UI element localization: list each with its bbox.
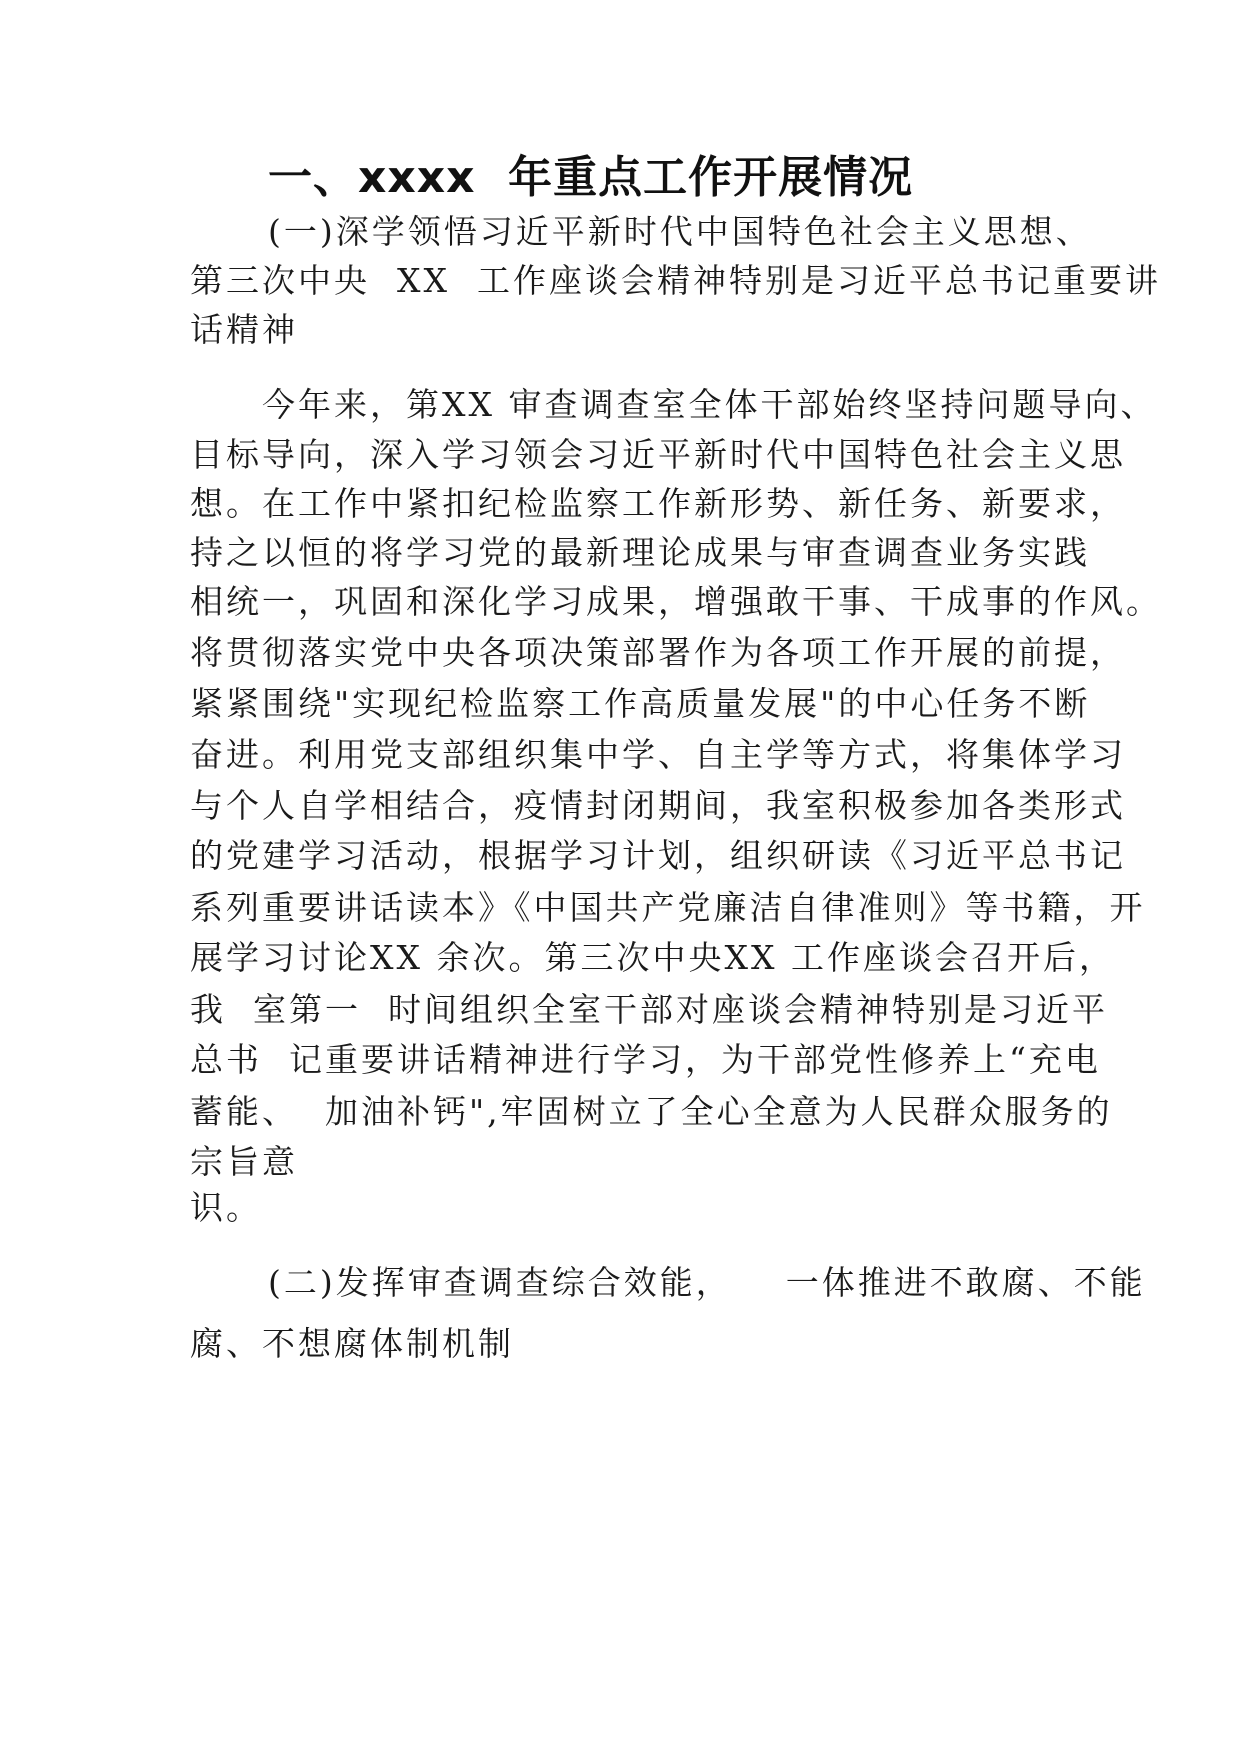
paragraph-line: 系列重要讲话读本》《中国共产党廉洁自律准则》等书籍，开 (190, 888, 1146, 927)
paragraph-line: 识。 (190, 1188, 262, 1227)
paragraph-line: 的党建学习活动，根据学习计划，组织研读《习近平总书记 (190, 836, 1126, 875)
section1-heading-line-3: 话精神 (190, 310, 298, 349)
section2-heading-line-2: 腐、不想腐体制机制 (190, 1324, 514, 1363)
paragraph-line: 奋进。利用党支部组织集中学、自主学等方式，将集体学习 (190, 735, 1126, 774)
paragraph-line: 持之以恒的将学习党的最新理论成果与审查调查业务实践 (190, 533, 1090, 572)
paragraph-line: 紧紧围绕"实现纪检监察工作高质量发展"的中心任务不断 (190, 684, 1091, 723)
section1-heading-line-2: 第三次中央 XX 工作座谈会精神特别是习近平总书记重要讲 (190, 261, 1161, 300)
paragraph-line: 目标导向，深入学习领会习近平新时代中国特色社会主义思 (190, 435, 1126, 474)
paragraph-line: 宗旨意 (190, 1142, 298, 1181)
paragraph-line: 蓄能、 加油补钙",牢固树立了全心全意为人民群众服务的 (190, 1092, 1113, 1131)
paragraph-line: 将贯彻落实党中央各项决策部署作为各项工作开展的前提， (190, 633, 1126, 672)
section2-heading-line-1: (二)发挥审查调查综合效能， 一体推进不敢腐、不能 (268, 1263, 1146, 1302)
section1-heading-line-1: (一)深学领悟习近平新时代中国特色社会主义思想、 (268, 212, 1092, 251)
paragraph-line: 想。在工作中紧扣纪检监察工作新形势、新任务、新要求， (190, 484, 1126, 523)
document-title: 一、xxxx 年重点工作开展情况 (268, 152, 914, 203)
paragraph-line: 展学习讨论XX 余次。第三次中央XX 工作座谈会召开后， (190, 938, 1115, 977)
paragraph-line: 我 室第一 时间组织全室干部对座谈会精神特别是习近平 (190, 990, 1108, 1029)
paragraph-line: 总书 记重要讲话精神进行学习，为干部党性修养上“充电 (190, 1040, 1101, 1079)
paragraph-line: 与个人自学相结合，疫情封闭期间，我室积极参加各类形式 (190, 786, 1126, 825)
paragraph-line: 相统一，巩固和深化学习成果，增强敢干事、干成事的作风。 (190, 582, 1162, 621)
paragraph-line: 今年来，第XX 审查调查室全体干部始终坚持问题导向、 (262, 385, 1157, 424)
